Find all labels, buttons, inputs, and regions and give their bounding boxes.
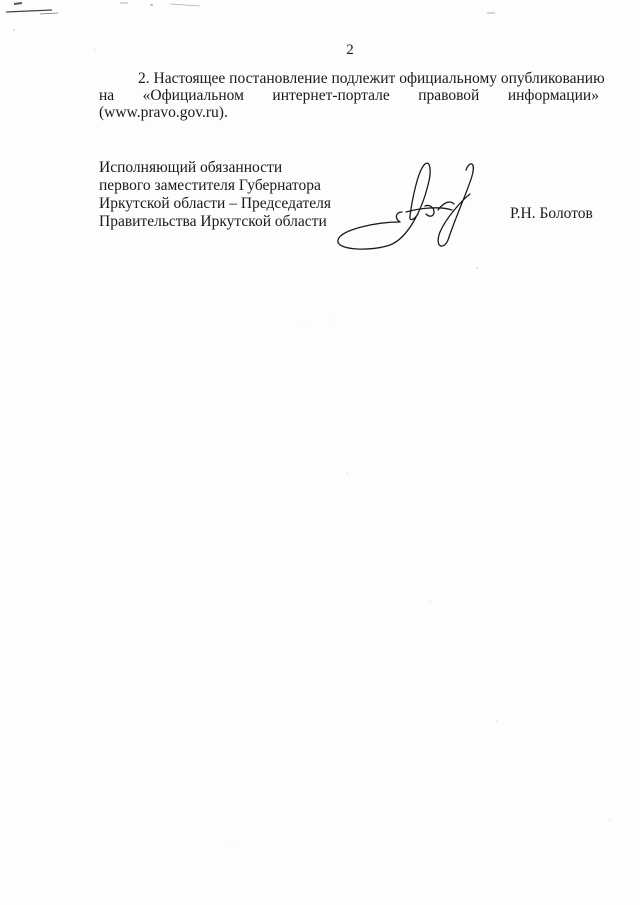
publication-paragraph	[99, 70, 605, 121]
paragraph-line-3: (www.pravo.gov.ru).	[99, 104, 228, 121]
paragraph-word: на	[99, 87, 115, 104]
signatory-name: Р.Н. Болотов	[510, 205, 593, 222]
paragraph-line-1: 2. Настоящее постановление подлежит официальному опубликованию	[138, 70, 605, 87]
paragraph-word: правовой	[418, 87, 480, 104]
paragraph-word: информации»	[507, 87, 599, 104]
paragraph-word: «Официальном	[142, 87, 244, 104]
signatory-title-line: Правительства Иркутской области	[99, 213, 327, 230]
paragraph-line-2	[99, 87, 599, 104]
signatory-title-line: Иркутской области – Председателя	[99, 195, 331, 212]
handwritten-signature	[330, 150, 490, 260]
signatory-title-line: первого заместителя Губернатора	[99, 177, 321, 194]
page-number: 2	[346, 42, 354, 58]
signatory-title-line: Исполняющий обязанности	[99, 159, 283, 176]
signatory-title	[99, 159, 331, 231]
paragraph-word: интернет-портале	[272, 87, 390, 104]
